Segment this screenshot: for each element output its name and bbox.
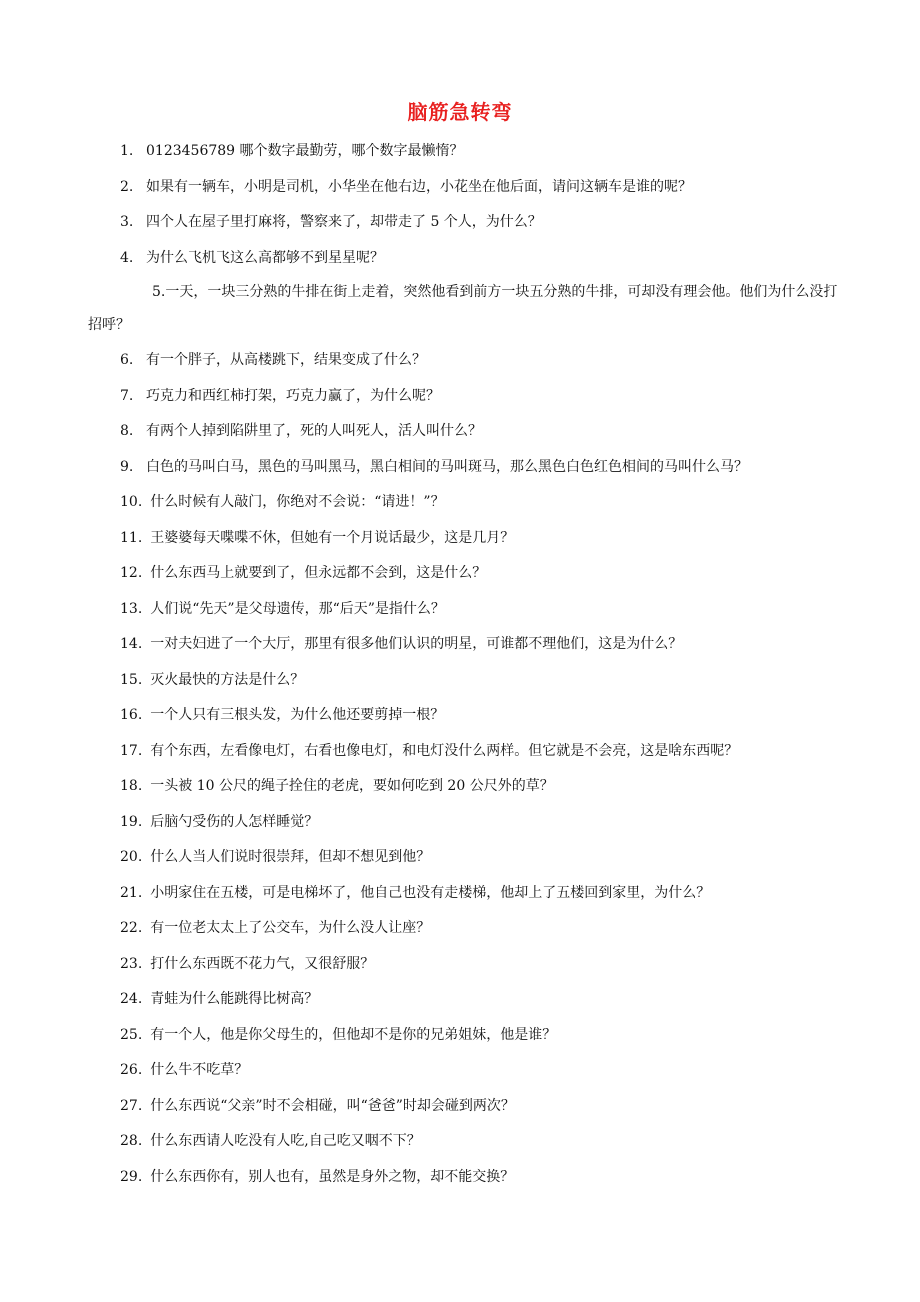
question-text: 小明家住在五楼，可是电梯坏了，他自己也没有走楼梯，他却上了五楼回到家里，为什么？ [150,884,711,901]
list-item [88,776,848,796]
question-text: 什么人当人们说时很崇拜，但却不想见到他？ [150,849,431,865]
question-number: 28. [120,1133,143,1149]
question-number: 3. [120,214,134,230]
question-number: 13. [120,600,143,617]
question-text: 一对夫妇进了一个大厅，那里有很多他们认识的明星，可谁都不理他们，这是为什么？ [150,636,683,652]
page-title: 脑筋急转弯 [407,100,513,124]
question-text: 如果有一辆车，小明是司机，小华坐在他右边，小花坐在他后面，请问这辆车是谁的呢？ [146,178,692,195]
question-text: 灭火最快的方法是什么？ [150,671,305,688]
list-item [88,918,848,938]
question-number: 1. [120,143,134,159]
list-item [88,883,848,903]
question-number: 26. [120,1062,143,1078]
question-number: 15. [120,671,143,688]
list-item [88,528,848,548]
list-item [88,599,848,619]
list-item [88,741,848,761]
list-item [88,386,848,406]
question-number: 29. [120,1168,143,1185]
list-item [88,634,848,654]
question-number: 10. [120,494,143,510]
question-text: 有一个人，他是你父母生的，但他却不是你的兄弟姐妹，他是谁？ [150,1026,557,1043]
question-number: 7. [120,387,134,404]
question-number: 8. [120,423,134,439]
list-item [88,1167,848,1187]
question-text: 一天，一块三分熟的牛排在街上走着，突然他看到前方一块五分熟的牛排，可却没有理会他。他们为什么没打招呼？ [88,284,838,333]
question-text: 一个人只有三根头发，为什么他还要剪掉一根？ [150,707,445,723]
list-item [88,212,848,232]
question-number: 6. [120,352,134,368]
question-text: 有个东西，左看像电灯，右看也像电灯，和电灯没什么两样。但它就是不会亮，这是啥东西呢？ [150,742,739,759]
list-item [88,670,848,690]
question-text: 打什么东西既不花力气，又很舒服？ [150,955,375,972]
question-number: 11. [120,529,143,546]
question-text: 什么东西请人吃没有人吃,自己吃又咽不下？ [150,1133,421,1149]
list-item [88,457,848,477]
list-item [88,705,848,725]
question-text: 白色的马叫白马，黑色的马叫黑马，黑白相间的马叫斑马，那么黑色白色红色相间的马叫什么马？ [146,458,748,475]
question-text: 一头被 10 公尺的绳子拴住的老虎，要如何吃到 20 公尺外的草？ [150,778,554,794]
question-list [88,141,848,1202]
question-number: 23. [120,955,143,972]
question-number: 25. [120,1026,143,1043]
question-number: 16. [120,707,143,723]
question-text: 有一个胖子，从高楼跳下，结果变成了什么？ [146,352,426,368]
question-number: 9. [120,458,134,475]
question-number: 20. [120,849,143,865]
list-item [88,177,848,197]
question-text: 为什么飞机飞这么高都够不到星星呢？ [146,249,384,266]
question-number: 21. [120,884,143,901]
question-number: 12. [120,565,143,581]
question-text: 四个人在屋子里打麻将，警察来了，却带走了 5 个人，为什么？ [146,214,542,230]
question-text: 有两个人掉到陷阱里了，死的人叫死人，活人叫什么？ [146,423,482,439]
question-number: 19. [120,813,143,830]
question-text: 人们说“先天”是父母遗传，那“后天”是指什么？ [150,600,445,617]
question-text: 后脑勺受伤的人怎样睡觉？ [150,813,319,830]
list-item [88,141,848,161]
question-number: 18. [120,778,143,794]
list-item [88,1060,848,1080]
question-text: 什么东西说“父亲”时不会相碰，叫“爸爸”时却会碰到两次？ [150,1097,515,1114]
question-text: 王婆婆每天喋喋不休，但她有一个月说话最少，这是几月？ [150,529,515,546]
list-item [88,350,848,370]
list-item [88,1096,848,1116]
list-item [88,1131,848,1151]
list-item [88,847,848,867]
question-number: 4. [120,249,134,266]
list-item [88,421,848,441]
question-number: 5. [152,284,166,300]
list-item [88,954,848,974]
question-text: 什么牛不吃草？ [150,1062,249,1078]
question-number: 14. [120,636,143,652]
question-text: 什么东西你有，别人也有，虽然是身外之物，却不能交换？ [150,1168,515,1185]
list-item [88,492,848,512]
question-text: 巧克力和西红柿打架，巧克力赢了，为什么呢？ [146,387,440,404]
list-item [88,563,848,583]
question-text: 什么东西马上就要到了，但永远都不会到，这是什么？ [150,565,487,581]
question-number: 22. [120,920,143,936]
question-number: 17. [120,742,143,759]
list-item [88,989,848,1009]
question-text: 有一位老太太上了公交车，为什么没人让座？ [150,920,431,936]
question-number: 27. [120,1097,143,1114]
list-item [88,248,848,268]
question-number: 2. [120,178,134,195]
question-text: 什么时候有人敲门，你绝对不会说：“请进！”？ [150,494,445,510]
list-item [88,812,848,832]
list-item [88,1025,848,1045]
question-text: 青蛙为什么能跳得比树高？ [150,991,319,1007]
question-number: 24. [120,991,143,1007]
list-item [88,276,848,342]
question-text: 0123456789 哪个数字最勤劳，哪个数字最懒惰？ [146,143,464,159]
